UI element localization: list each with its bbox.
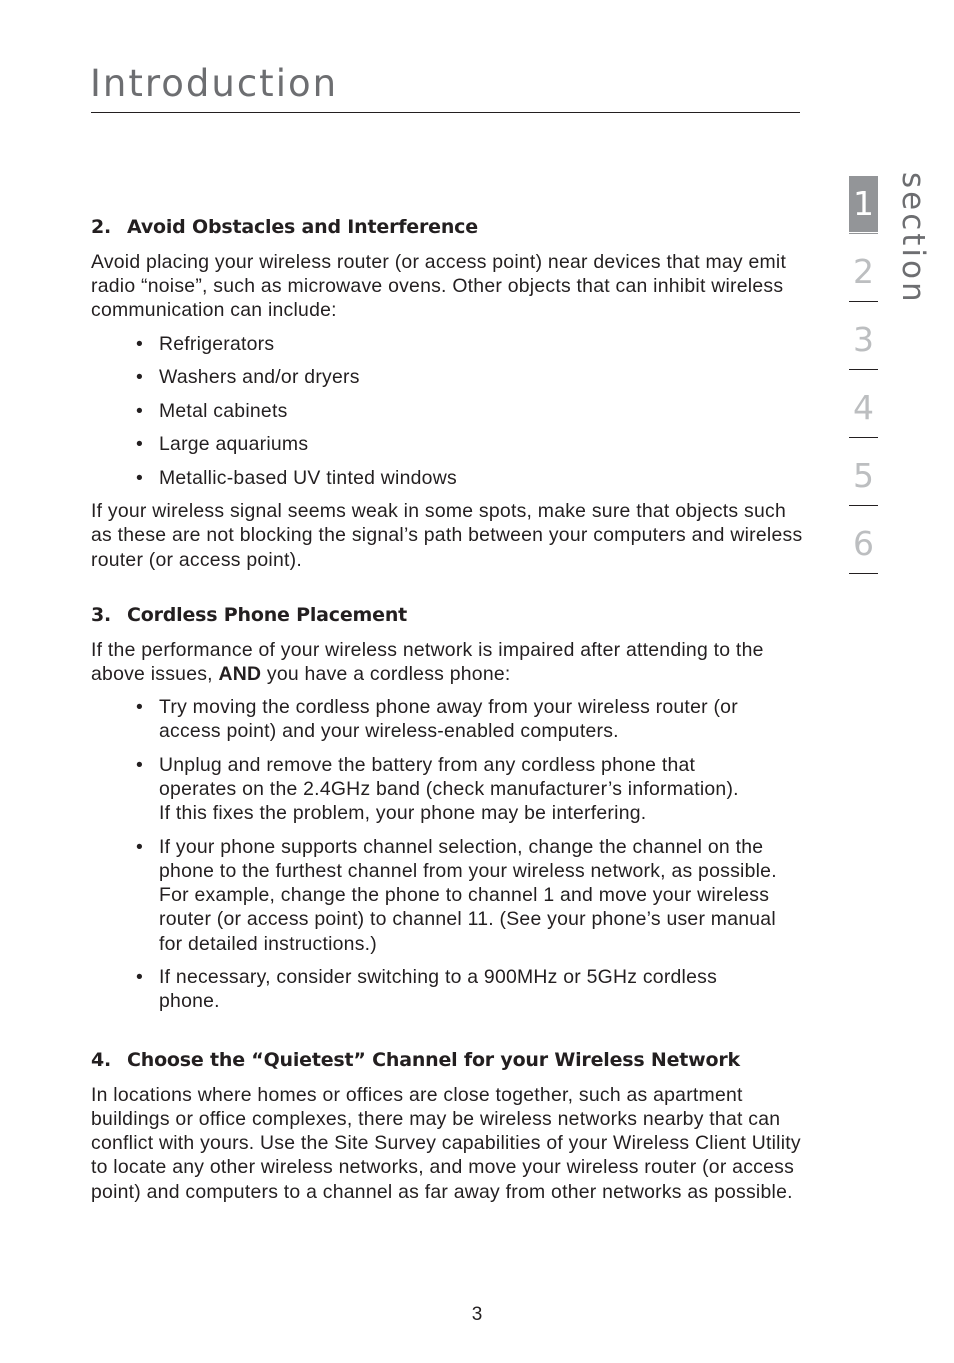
section-3-intro <box>91 638 803 686</box>
intro-text: you have a cordless phone: <box>261 662 511 685</box>
section-2-intro: Avoid placing your wireless router (or access point) near devices that may emit radio “noise”, such as microwave ovens. Other objects that can inhibit wireless communication can include: <box>91 251 787 322</box>
section-tab-6[interactable] <box>849 516 878 572</box>
section-tab-4[interactable] <box>849 380 878 436</box>
list-item: • If your phone supports channel selection, change the channel on the phone to the furthest channel from your wireless network, as possible. For example, change the phone to channel 1 and move your wireless router (or access point) to channel 11. (See your phone’s user manual for detailed instructions.) <box>135 835 803 956</box>
section-tab-3[interactable] <box>849 312 878 368</box>
header-divider <box>91 112 800 113</box>
section-tab-label: 1 <box>853 184 874 223</box>
section-tab-label: 6 <box>853 524 874 563</box>
heading-number: 2. <box>91 216 112 238</box>
list-item: • Washers and/or dryers <box>135 365 803 389</box>
list-item: • Unplug and remove the battery from any cordless phone that operates on the 2.4GHz band (check manufacturer’s information). If this fixes the problem, your phone may be interfering. <box>135 753 803 826</box>
list-item: • Metal cabinets <box>135 399 803 423</box>
section-2-heading <box>91 214 803 240</box>
section-tab-label: 4 <box>853 388 874 427</box>
obstacle-list <box>91 332 803 490</box>
page-number: 3 <box>471 1304 483 1325</box>
intro-text: If the performance of your wireless network is impaired after attending to the above issues, <box>91 638 764 685</box>
heading-number: 4. <box>91 1048 112 1071</box>
section-tab-2[interactable] <box>849 244 878 300</box>
section-tab-label: 3 <box>853 320 874 359</box>
list-item: • Refrigerators <box>135 332 803 356</box>
section-tab-label: 5 <box>853 456 874 495</box>
section-tab-label: 2 <box>853 252 874 291</box>
list-item: • Metallic-based UV tinted windows <box>135 466 803 490</box>
intro-emphasis: AND <box>218 662 262 685</box>
section-label: section <box>895 172 931 305</box>
main-content <box>91 214 803 1204</box>
heading-text: Cordless Phone Placement <box>127 603 408 626</box>
section-2-outro: If your wireless signal seems weak in some spots, make sure that objects such as these are not blocking the signal’s path between your computers and wireless router (or access point). <box>91 500 803 571</box>
page-header-title: Introduction <box>90 62 339 105</box>
section-4-body: In locations where homes or offices are close together, such as apartment buildings or office complexes, there may be wireless networks nearby that can conflict with yours. Use the Site Survey capabilities of your Wireless Client Utility to locate any other wireless networks, and move your wireless router (or access point) and computers to a channel as far away from other networks as possible. <box>91 1083 801 1203</box>
heading-text: Avoid Obstacles and Interference <box>127 216 478 238</box>
list-item: • Large aquariums <box>135 432 803 456</box>
heading-text: Choose the “Quietest” Channel for your Wireless Network <box>127 1048 740 1071</box>
list-item: • If necessary, consider switching to a 900MHz or 5GHz cordless phone. <box>135 965 803 1013</box>
section-3-heading <box>91 602 803 628</box>
section-4-heading <box>91 1047 803 1073</box>
list-item: • Try moving the cordless phone away from your wireless router (or access point) and your wireless-enabled computers. <box>135 695 803 743</box>
cordless-phone-tips <box>91 695 803 1013</box>
section-tab-5[interactable] <box>849 448 878 504</box>
section-tab-1[interactable] <box>849 176 878 232</box>
heading-number: 3. <box>91 603 112 626</box>
